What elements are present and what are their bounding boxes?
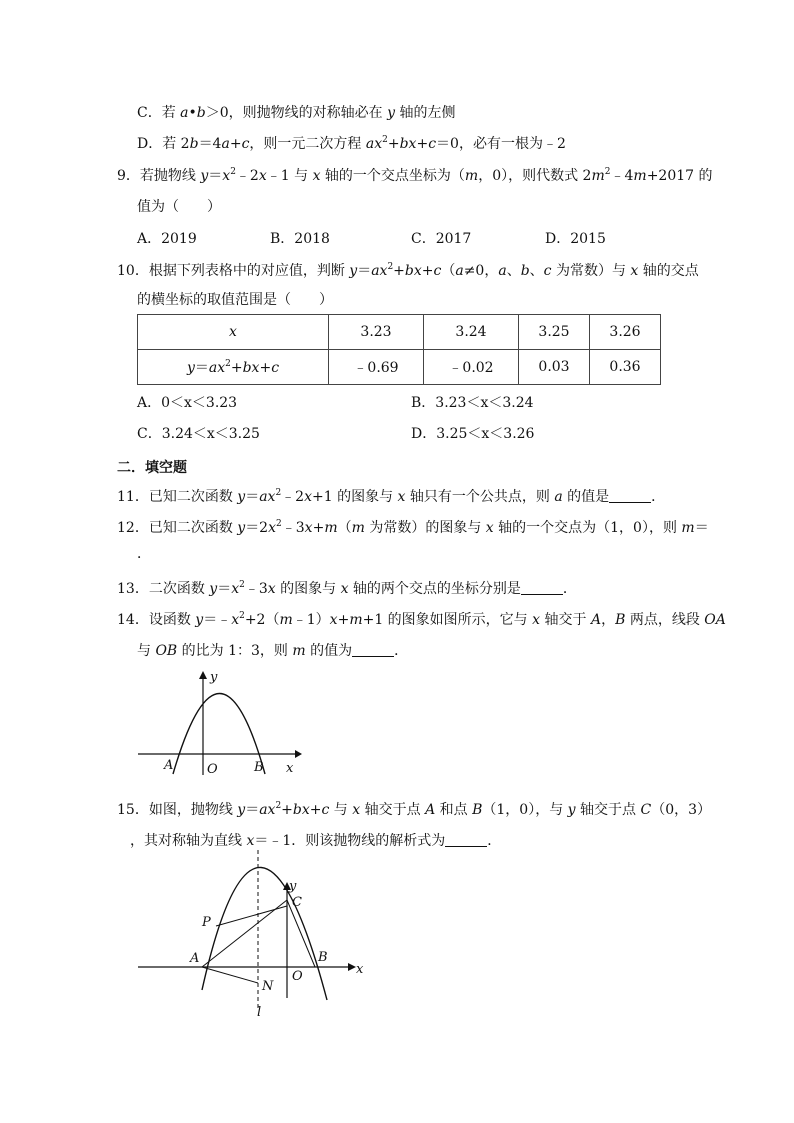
table-header-y: $y=ax^2+bx+c$ <box>138 350 329 385</box>
q15-label-y: y <box>289 879 297 894</box>
q15-segment-cb <box>287 900 315 967</box>
table-cell: ﹣0.02 <box>424 350 519 385</box>
q9-option-d: D．2015 <box>545 231 606 247</box>
q15-label-n: N <box>262 979 274 994</box>
table-row <box>138 315 661 350</box>
q15-label-a: A <box>190 951 200 966</box>
table-header-x: x <box>138 315 329 350</box>
q15-stem-line2: ，其对称轴为直线 x＝﹣1．则该抛物线的解析式为 ． <box>130 833 502 849</box>
q10-option-c: C．3.24＜x＜3.25 <box>137 426 260 442</box>
q14-stem-line2: 与 OB 的比为 1：3，则 m 的值为 ． <box>137 643 409 659</box>
q15-label-c: C <box>292 895 302 910</box>
q10-value-table <box>137 314 661 385</box>
table-cell: 3.23 <box>329 315 424 350</box>
table-cell: 3.25 <box>519 315 590 350</box>
q14-parabola-curve <box>173 694 265 775</box>
q14-parabola-figure <box>130 665 310 790</box>
q14-axes <box>138 671 302 775</box>
q9-stem-line2: 值为（ ） <box>137 199 221 215</box>
q8-option-c: C．若 a•b＞0，则抛物线的对称轴必在 y 轴的左侧 <box>137 105 456 121</box>
q15-stem-line1: 15．如图，抛物线 $y=ax^2+bx+c$ 与 x 轴交于点 A 和点 B（1，0），与 y 轴交于点 C（0，3） <box>117 801 712 818</box>
table-cell: 3.26 <box>590 315 661 350</box>
q14-label-a: A <box>164 758 174 773</box>
table-cell: 0.03 <box>519 350 590 385</box>
q12-stem-line1: 12．已知二次函数 $y=2x^2﹣3x+m(m$ 为常数）的图象与 x 轴的一个交点为（1，0），则 m＝ <box>117 519 709 536</box>
q10-stem-line1: 10．根据下列表格中的对应值，判断 $y=ax^2+bx+c(a\ne 0$，a、b、c 为常数）与 x 轴的交点 <box>117 262 699 279</box>
q9-option-a: A．2019 <box>137 231 197 247</box>
q9-stem-line1: 9．若抛物线 $y=x^2﹣2x﹣1$ 与 x 轴的一个交点坐标为（m，0），则代数式 $2m^2﹣4m+2017$ 的 <box>117 167 713 184</box>
q10-stem-line2: 的横坐标的取值范围是（ ） <box>137 292 333 308</box>
q15-label-o: O <box>292 969 303 984</box>
q10-option-a: A．0＜x＜3.23 <box>137 395 238 411</box>
q15-label-p: P <box>202 915 211 930</box>
q10-option-b: B．3.23＜x＜3.24 <box>411 395 534 411</box>
table-cell: ﹣0.69 <box>329 350 424 385</box>
q10-option-d: D．3.25＜x＜3.26 <box>411 426 535 442</box>
q14-label-x: x <box>286 761 294 776</box>
q14-label-b: B <box>254 760 264 775</box>
q12-stem-line2: ． <box>137 546 151 562</box>
q14-label-y: y <box>210 670 218 685</box>
q15-segment-an <box>202 967 258 983</box>
table-cell: 3.24 <box>424 315 519 350</box>
q15-axes <box>138 882 356 998</box>
q15-segment-ac <box>202 900 287 967</box>
table-row <box>138 350 661 385</box>
q8-option-d: D．若 2b＝4a+c，则一元二次方程 $ax^2+bx+c=0$，必有一根为﹣2 <box>137 135 566 152</box>
q15-label-l: l <box>257 1005 262 1020</box>
q15-parabola-figure <box>130 850 370 1020</box>
q15-label-x: x <box>356 962 364 977</box>
q15-label-b: B <box>318 950 328 965</box>
table-cell: 0.36 <box>590 350 661 385</box>
q14-label-o: O <box>207 762 218 777</box>
q9-option-c: C．2017 <box>411 231 472 247</box>
q14-stem-line1: 14．设函数 $y=﹣x^2+2(m﹣1)x+m+1$ 的图象如图所示，它与 x 轴交于 A，B 两点，线段 OA <box>117 611 726 628</box>
section-heading-fill-in: 二．填空题 <box>117 460 187 476</box>
q13-stem: 13．二次函数 $y=x^2﹣3x$ 的图象与 x 轴的两个交点的坐标分别是 ． <box>117 580 577 597</box>
q9-option-b: B．2018 <box>270 231 330 247</box>
q11-stem: 11．已知二次函数 $y=ax^2﹣2x+1$ 的图象与 x 轴只有一个公共点，则 a 的值是 ． <box>117 488 666 505</box>
